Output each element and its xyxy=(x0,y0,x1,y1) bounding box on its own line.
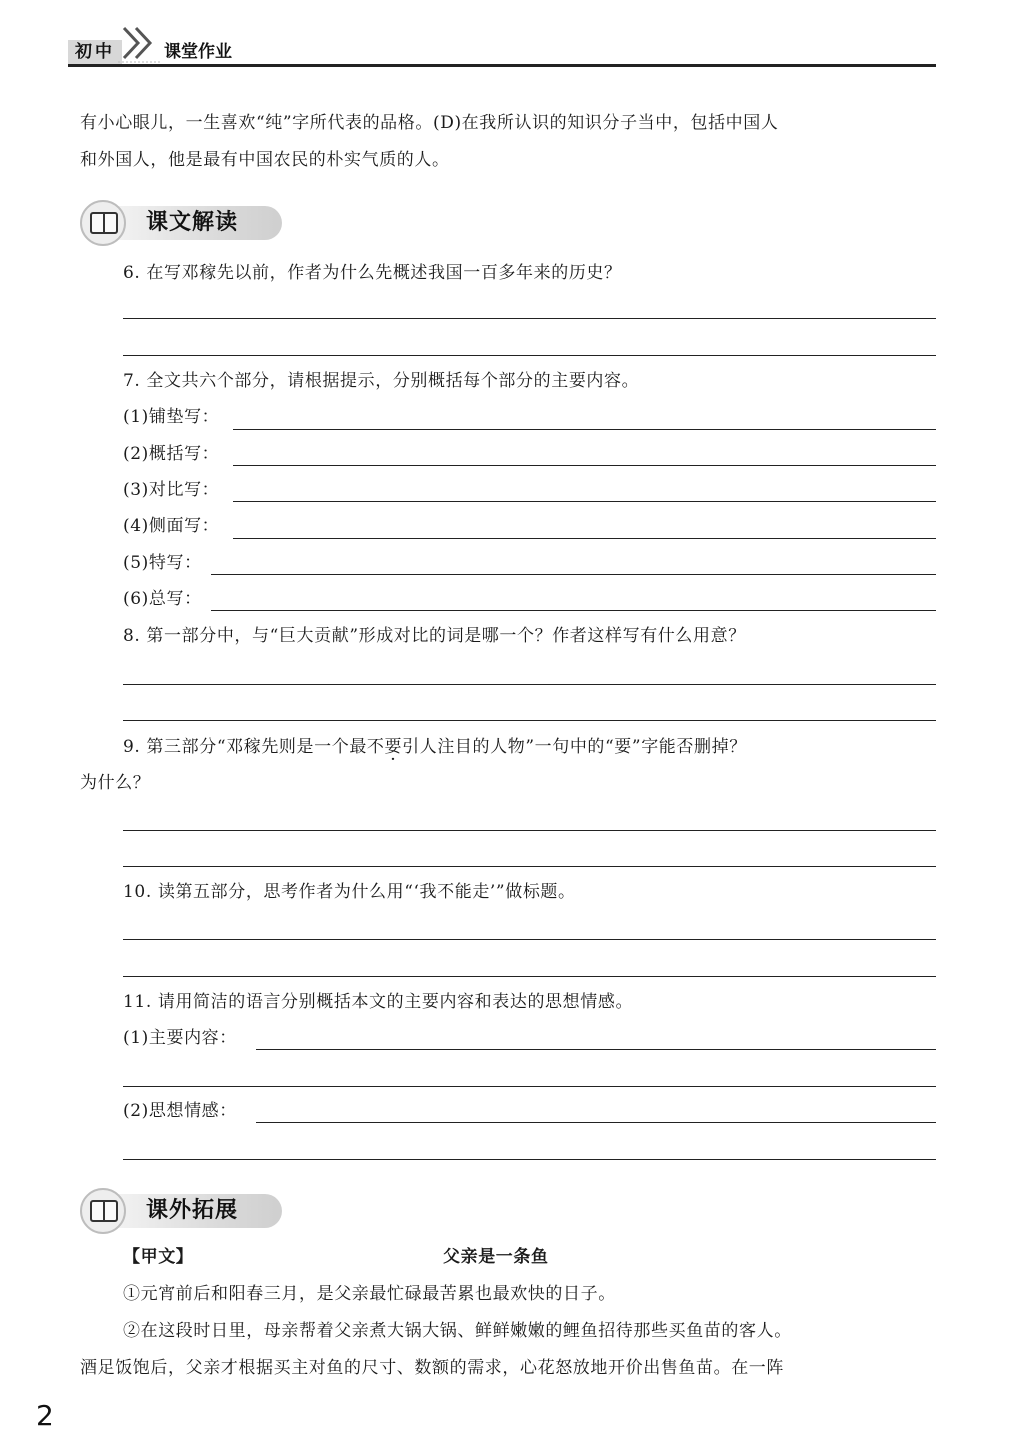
q9-text-a: 9. 第三部分“邓稼先则是一个最不 xyxy=(123,737,385,757)
q9-text-b: 引人注目的人物”一句中的“要”字能否删掉？ xyxy=(402,737,747,757)
answer-line[interactable] xyxy=(123,1159,936,1160)
answer-line[interactable] xyxy=(123,1086,936,1087)
q7-item-1-label: (1)铺垫写： xyxy=(123,407,220,427)
question-6: 6. 在写邓稼先以前，作者为什么先概述我国一百多年来的历史？ xyxy=(123,263,622,283)
answer-line[interactable] xyxy=(123,355,936,356)
answer-line[interactable] xyxy=(123,939,936,940)
answer-line[interactable] xyxy=(123,976,936,977)
answer-line[interactable] xyxy=(211,574,936,575)
book-icon xyxy=(90,1200,118,1222)
answer-line[interactable] xyxy=(123,720,936,721)
answer-line[interactable] xyxy=(233,501,936,502)
q9-emphasis-char: 要 xyxy=(384,737,403,757)
section-badge-reading xyxy=(80,200,284,246)
answer-line[interactable] xyxy=(233,538,936,539)
question-8: 8. 第一部分中，与“巨大贡献”形成对比的词是哪一个？作者这样写有什么用意？ xyxy=(123,626,746,646)
question-7: 7. 全文共六个部分，请根据提示，分别概括每个部分的主要内容。 xyxy=(123,371,640,391)
answer-line[interactable] xyxy=(233,465,936,466)
q11-item-1-label: (1)主要内容： xyxy=(123,1028,237,1048)
answer-line[interactable] xyxy=(123,318,936,319)
header-rule xyxy=(68,64,936,67)
passage-label: 【甲文】 xyxy=(123,1247,194,1267)
question-9-line-2: 为什么？ xyxy=(80,773,151,793)
answer-line[interactable] xyxy=(123,684,936,685)
q7-item-2-label: (2)概括写： xyxy=(123,444,220,464)
question-9-line-1 xyxy=(123,736,747,758)
header-series-label: 初中 xyxy=(68,40,122,64)
intro-line-1: 有小心眼儿，一生喜欢“纯”字所代表的品格。(D)在我所认识的知识分子当中，包括中国人 xyxy=(80,113,779,133)
answer-line[interactable] xyxy=(123,866,936,867)
q7-item-3-label: (3)对比写： xyxy=(123,480,220,500)
q7-item-4-label: (4)侧面写： xyxy=(123,516,220,536)
answer-line[interactable] xyxy=(256,1122,936,1123)
passage-paragraph-2-line-1: ②在这段时日里，母亲帮着父亲煮大锅大锅、鲜鲜嫩嫩的鲤鱼招待那些买鱼苗的客人。 xyxy=(123,1321,792,1341)
answer-line[interactable] xyxy=(211,610,936,611)
passage-paragraph-2-line-2: 酒足饭饱后，父亲才根据买主对鱼的尺寸、数额的需求，心花怒放地开价出售鱼苗。在一阵 xyxy=(80,1358,784,1378)
answer-line[interactable] xyxy=(256,1049,936,1050)
q7-item-5-label: (5)特写： xyxy=(123,553,202,573)
answer-line[interactable] xyxy=(233,429,936,430)
question-10: 10. 读第五部分，思考作者为什么用“‘我不能走’”做标题。 xyxy=(123,882,576,902)
intro-line-2: 和外国人，他是最有中国农民的朴实气质的人。 xyxy=(80,150,450,170)
page-number: 2 xyxy=(36,1399,54,1432)
q7-item-6-label: (6)总写： xyxy=(123,589,202,609)
answer-line[interactable] xyxy=(123,830,936,831)
passage-paragraph-1: ①元宵前后和阳春三月，是父亲最忙碌最苦累也最欢快的日子。 xyxy=(123,1284,616,1304)
header-book-title: 课堂作业 xyxy=(164,42,232,62)
double-chevron-icon xyxy=(118,22,162,64)
q11-item-2-label: (2)思想情感： xyxy=(123,1101,237,1121)
section-title: 课外拓展 xyxy=(146,1198,239,1223)
passage-title: 父亲是一条鱼 xyxy=(443,1247,549,1267)
book-icon xyxy=(90,212,118,234)
section-title: 课文解读 xyxy=(146,210,239,235)
question-11: 11. 请用简洁的语言分别概括本文的主要内容和表达的思想情感。 xyxy=(123,992,634,1012)
section-badge-extension xyxy=(80,1188,284,1234)
